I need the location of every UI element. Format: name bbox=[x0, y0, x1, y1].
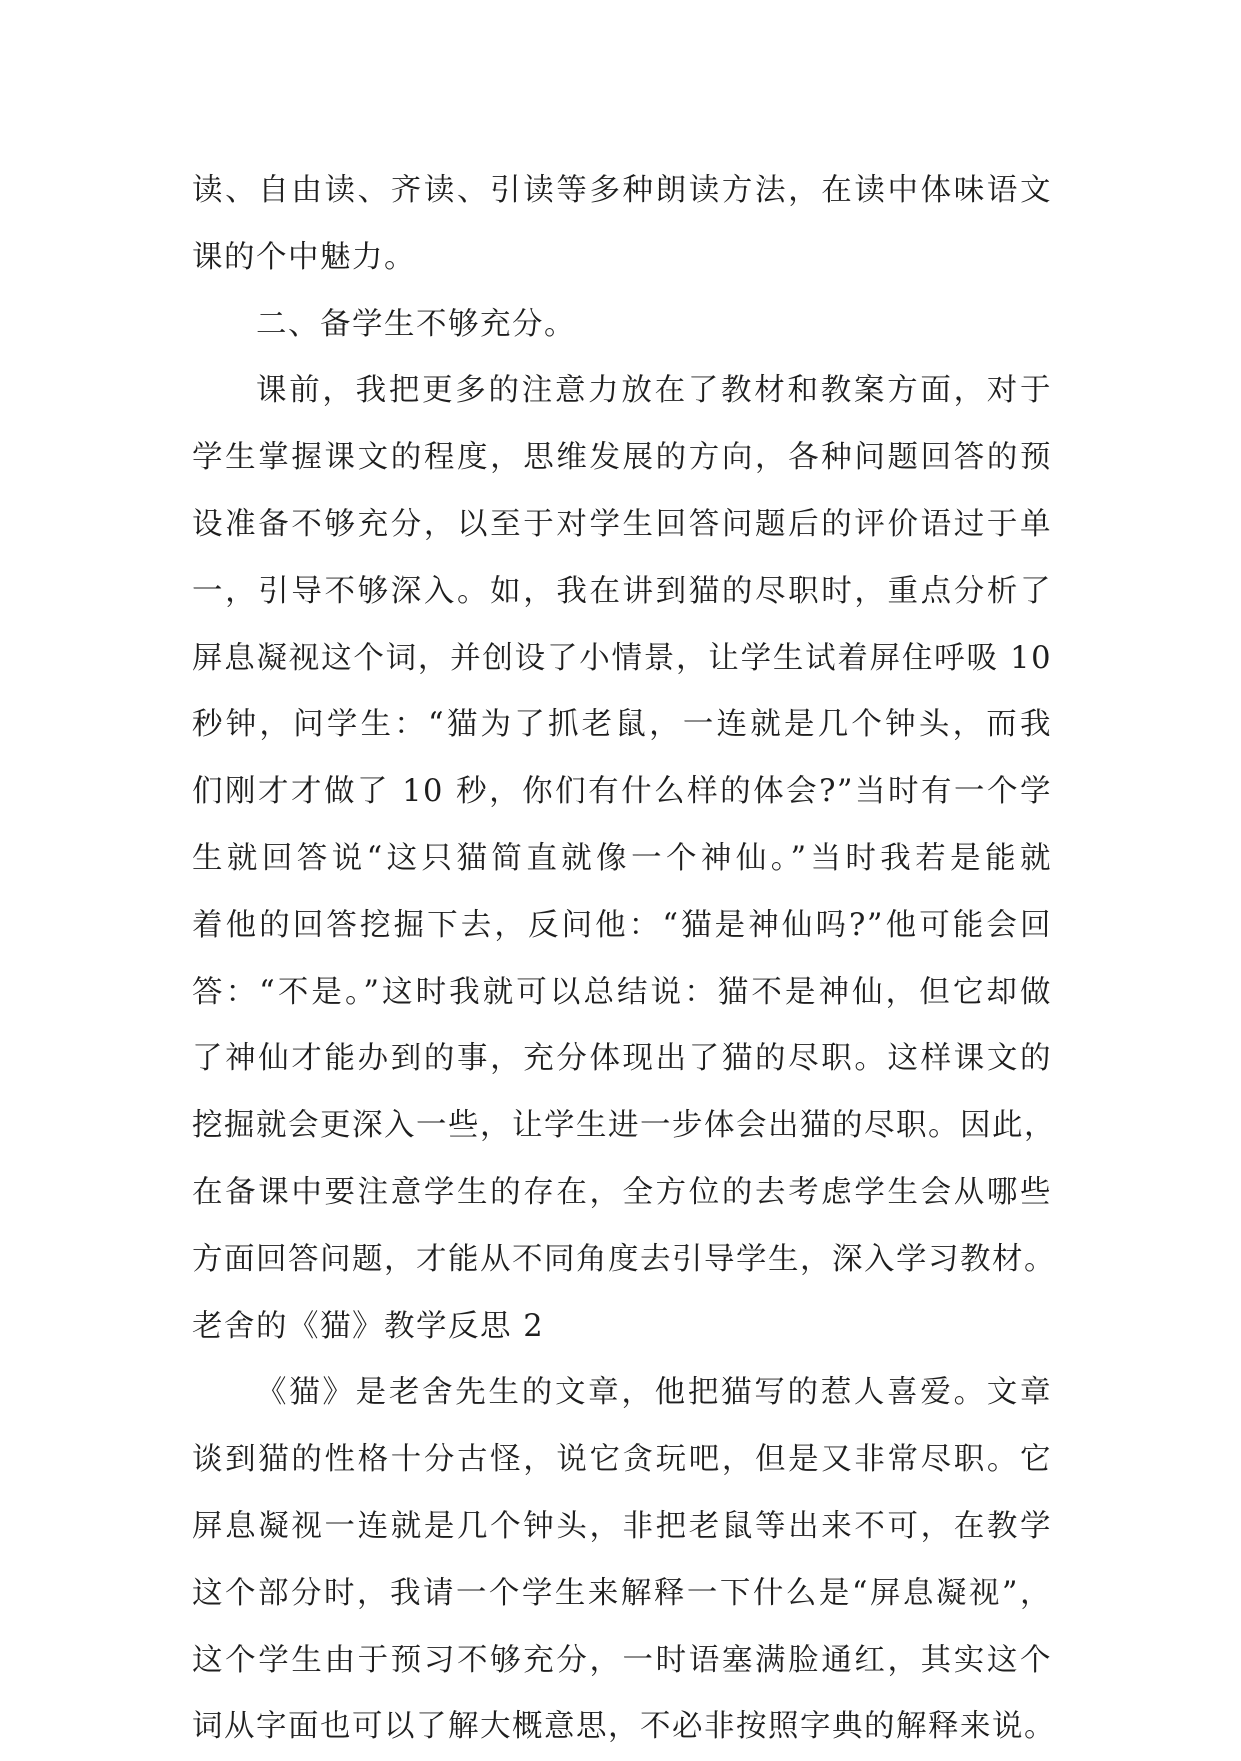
text-line: 课前，我把更多的注意力放在了教材和教案方面，对于 bbox=[256, 373, 1052, 409]
section-heading: 老舍的《猫》教学反思 2 bbox=[192, 1308, 545, 1344]
text-line: 二、备学生不够充分。 bbox=[256, 306, 576, 342]
text-line: 方面回答问题，才能从不同角度去引导学生，深入学习教材。 bbox=[192, 1241, 1056, 1277]
document-body bbox=[192, 158, 1056, 1761]
text-line: 着他的回答挖掘下去，反问他：“猫是神仙吗?”他可能会回 bbox=[192, 907, 1052, 943]
text-line: 屏息凝视这个词，并创设了小情景，让学生试着屏住呼吸 10 bbox=[192, 640, 1052, 676]
text-line: 生就回答说“这只猫简直就像一个神仙。”当时我若是能就 bbox=[192, 840, 1052, 876]
text-line: 词从字面也可以了解大概意思，不必非按照字典的解释来说。 bbox=[192, 1709, 1056, 1745]
text-line: 一，引导不够深入。如，我在讲到猫的尽职时，重点分析了 bbox=[192, 573, 1052, 609]
text-line: 谈到猫的性格十分古怪，说它贪玩吧，但是又非常尽职。它 bbox=[192, 1442, 1052, 1478]
text-line: 答：“不是。”这时我就可以总结说：猫不是神仙，但它却做 bbox=[192, 974, 1052, 1010]
text-line: 们刚才才做了 10 秒，你们有什么样的体会?”当时有一个学 bbox=[192, 774, 1052, 810]
text-line: 在备课中要注意学生的存在，全方位的去考虑学生会从哪些 bbox=[192, 1174, 1052, 1210]
text-line: 设准备不够充分，以至于对学生回答问题后的评价语过于单 bbox=[192, 506, 1052, 542]
text-line: 秒钟，问学生：“猫为了抓老鼠，一连就是几个钟头，而我 bbox=[192, 707, 1052, 743]
text-line: 屏息凝视一连就是几个钟头，非把老鼠等出来不可，在教学 bbox=[192, 1508, 1052, 1544]
text-line: 学生掌握课文的程度，思维发展的方向，各种问题回答的预 bbox=[192, 440, 1052, 476]
text-line: 读、自由读、齐读、引读等多种朗读方法，在读中体味语文 bbox=[192, 173, 1052, 208]
text-line: 《猫》是老舍先生的文章，他把猫写的惹人喜爱。文章 bbox=[256, 1375, 1052, 1411]
text-line: 这个部分时，我请一个学生来解释一下什么是“屏息凝视”， bbox=[192, 1575, 1052, 1611]
text-line: 课的个中魅力。 bbox=[192, 239, 416, 275]
text-line: 了神仙才能办到的事，充分体现出了猫的尽职。这样课文的 bbox=[192, 1041, 1052, 1077]
text-line: 挖掘就会更深入一些，让学生进一步体会出猫的尽职。因此， bbox=[192, 1108, 1056, 1144]
text-line: 这个学生由于预习不够充分，一时语塞满脸通红，其实这个 bbox=[192, 1642, 1052, 1678]
